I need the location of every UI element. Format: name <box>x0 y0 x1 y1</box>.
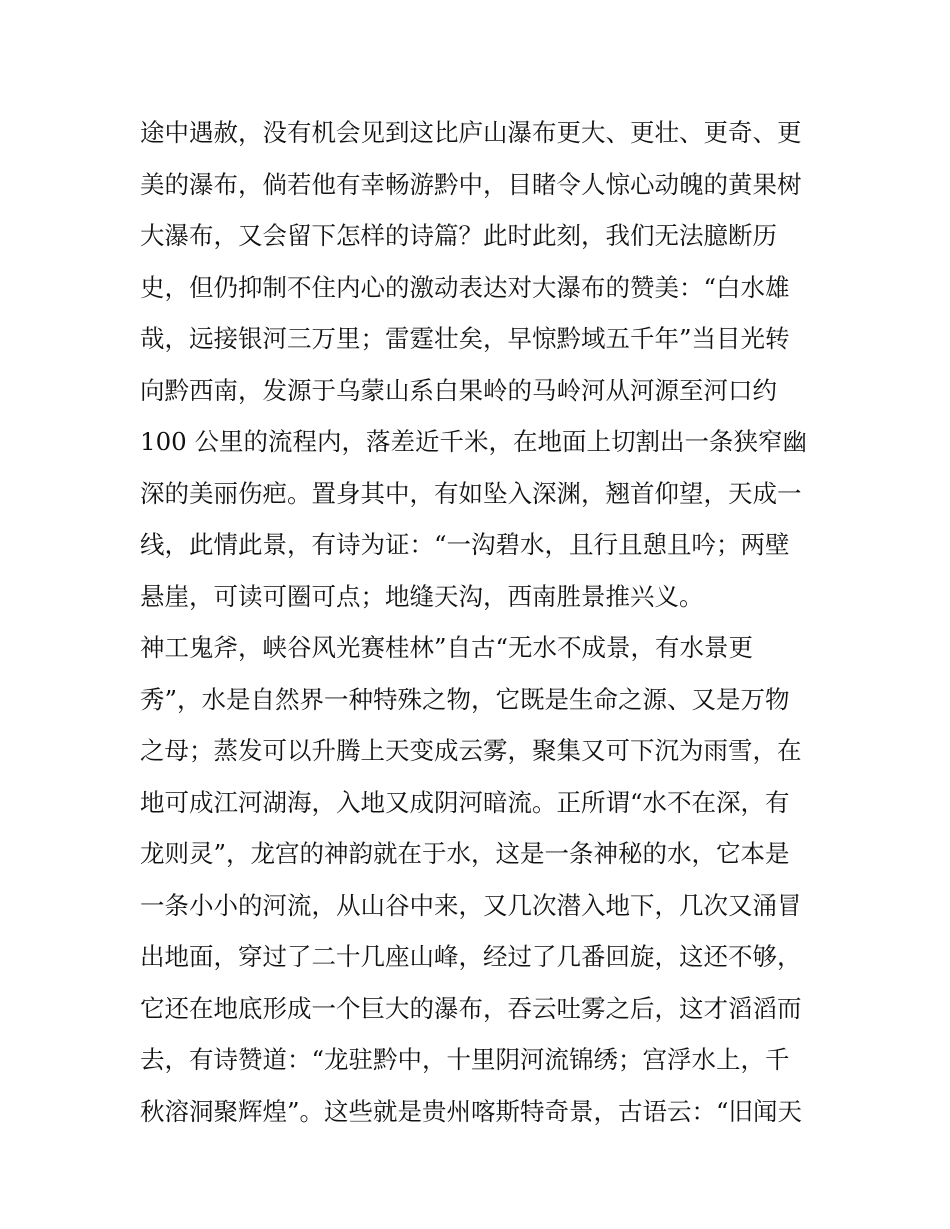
text-line: 哉，远接银河三万里；雷霆壮矣，早惊黔域五千年”当目光转 <box>140 324 790 353</box>
text-line: 去，有诗赞道：“龙驻黔中，十里阴河流锦绣；宫浮水上，千 <box>140 1045 790 1074</box>
text-line: 100 公里的流程内，落差近千米，在地面上切割出一条狭窄幽 <box>140 427 808 456</box>
text-line: 秋溶洞聚辉煌”。这些就是贵州喀斯特奇景，古语云：“旧闻天 <box>140 1096 803 1126</box>
text-line: 出地面，穿过了二十几座山峰，经过了几番回旋，这还不够， <box>140 942 802 971</box>
text-line: 向黔西南，发源于乌蒙山系白果岭的马岭河从河源至河口约 <box>140 375 777 405</box>
text-line: 它还在地底形成一个巨大的瀑布，吞云吐雾之后，这才滔滔而 <box>140 993 802 1023</box>
text-line: 深的美丽伤疤。置身其中，有如坠入深渊，翘首仰望，天成一 <box>140 478 802 508</box>
text-line: 史，但仍抑制不住内心的激动表达对大瀑布的赞美：“白水雄 <box>140 272 790 302</box>
text-line: 大瀑布，又会留下怎样的诗篇？此时此刻，我们无法臆断历 <box>140 221 777 250</box>
text-line: 龙则灵”，龙宫的神韵就在于水，这是一条神秘的水，它本是 <box>140 839 790 868</box>
body-text <box>140 107 830 1137</box>
text-line: 一条小小的河流，从山谷中来，又几次潜入地下，几次又涌冒 <box>140 890 802 920</box>
text-line: 神工鬼斧，峡谷风光赛桂林”自古“无水不成景，有水景更 <box>140 633 754 662</box>
text-line: 美的瀑布，倘若他有幸畅游黔中，目睹令人惊心动魄的黄果树 <box>140 169 802 199</box>
text-line: 之母；蒸发可以升腾上天变成云雾，聚集又可下沉为雨雪，在 <box>140 736 802 765</box>
text-line: 地可成江河湖海，入地又成阴河暗流。正所谓“水不在深，有 <box>140 787 790 817</box>
text-line: 途中遇赦，没有机会见到这比庐山瀑布更大、更壮、更奇、更 <box>140 118 802 147</box>
text-line: 悬崖，可读可圈可点；地缝天沟，西南胜景推兴义。 <box>140 581 704 611</box>
text-line: 线，此情此景，有诗为证：“一沟碧水，且行且憩且吟；两壁 <box>140 530 790 559</box>
text-line: 秀”，水是自然界一种特殊之物，它既是生命之源、又是万物 <box>140 684 790 714</box>
